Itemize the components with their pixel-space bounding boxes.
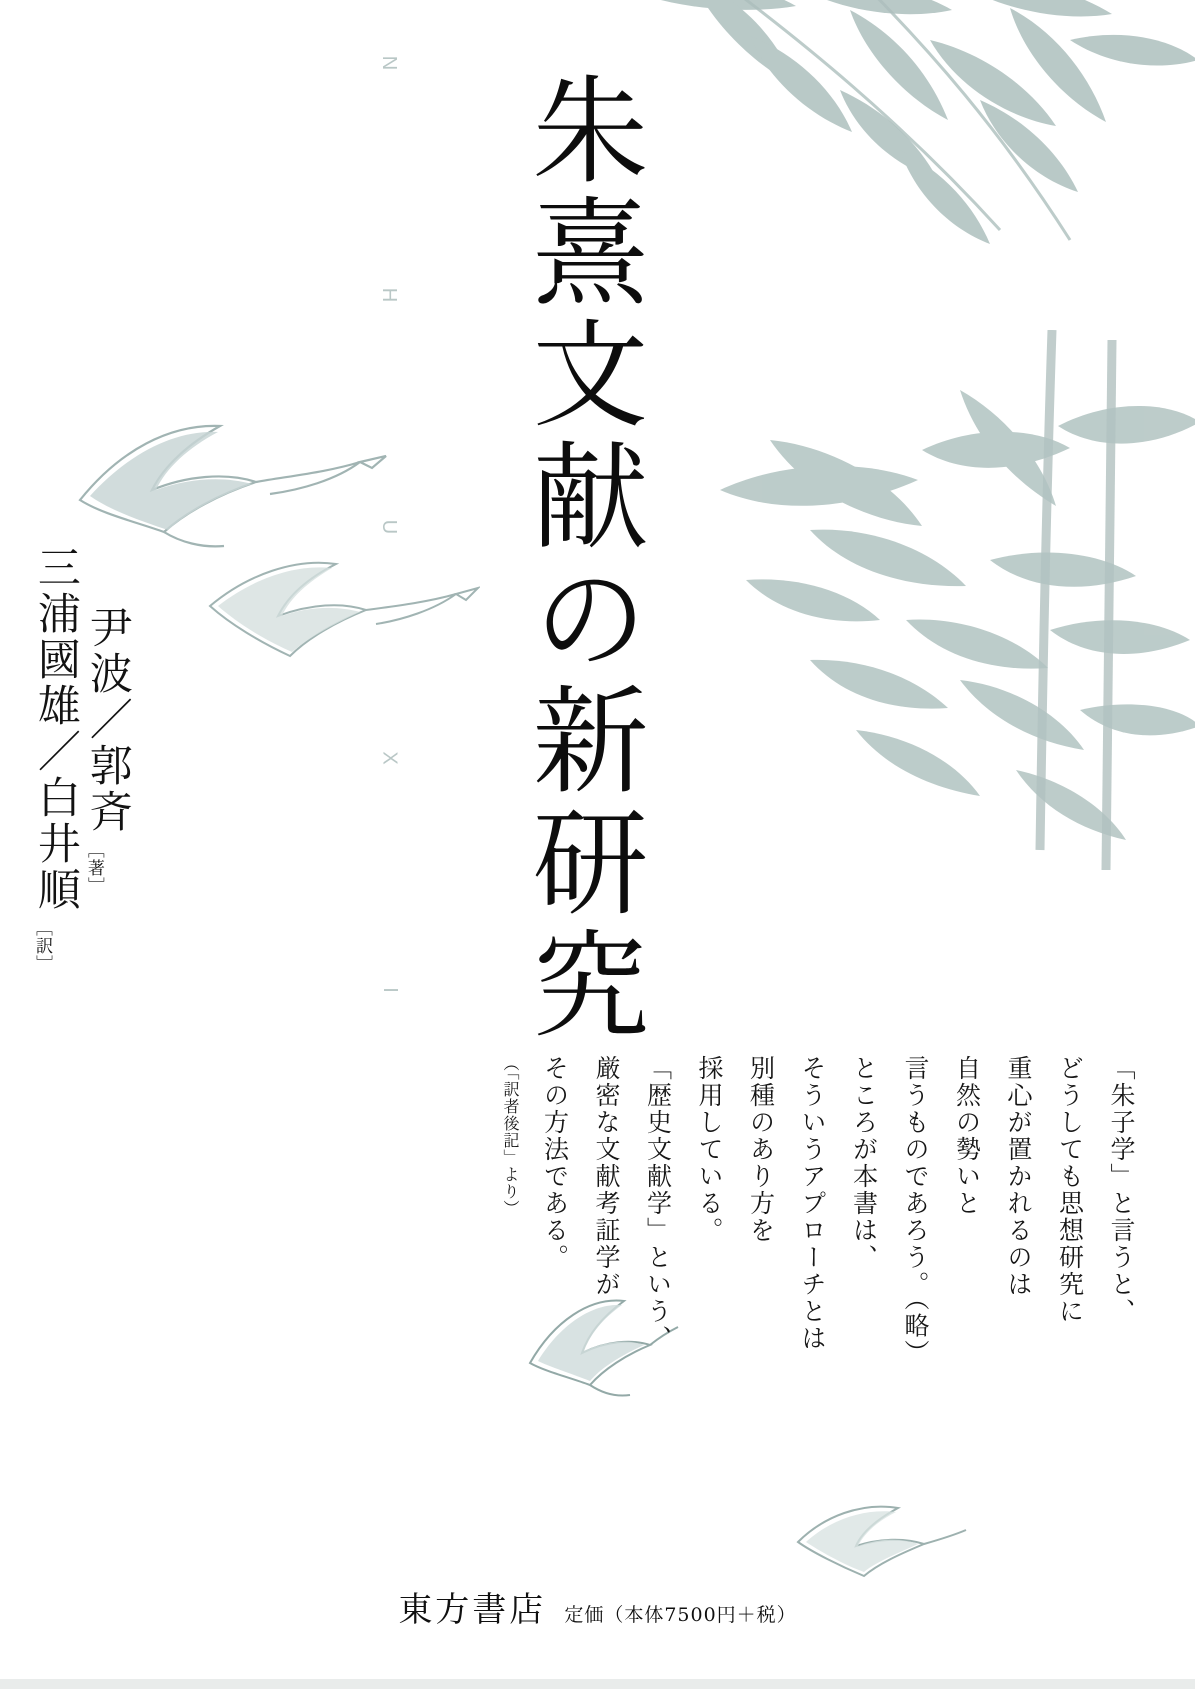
romaji-letter-1: N (378, 55, 401, 72)
blurb-line: 別種のあり方を (746, 1055, 776, 1244)
blurb-line: 採用している。 (695, 1055, 724, 1244)
blurb-line: 重心が置かれるのは (1004, 1055, 1033, 1298)
blurb-line: 「歴史文献学」という、 (643, 1055, 673, 1352)
blurb-line: 言うものであろう。（略） (901, 1055, 930, 1367)
blurb-line: 厳密な文献考証学が (592, 1055, 621, 1298)
author-role-1: ［著］ (83, 841, 104, 895)
book-title: 朱熹文献の新研究 (513, 70, 648, 1046)
blurb-line: そういうアプローチとは (798, 1055, 827, 1352)
blurb-line: その方法である。 (540, 1055, 570, 1271)
author-entry-2 (30, 545, 80, 973)
blurb-line: 自然の勢いと (952, 1055, 982, 1217)
blurb-line: 「朱子学」と言うと、 (1107, 1055, 1136, 1325)
author-block (30, 545, 132, 1015)
author-name-1: 尹波／郭斉 (82, 605, 133, 835)
blurb-line: ところが本書は、 (849, 1055, 879, 1271)
bamboo-stalk-right-icon (660, 330, 1195, 890)
author-name-2: 三浦國雄／白井順 (30, 545, 81, 913)
publisher-name: 東方書店 (398, 1590, 547, 1630)
romaji-letter-3: U (378, 519, 401, 535)
romaji-letter-5: I (378, 987, 401, 994)
cover-footer (0, 1582, 1195, 1631)
blurb-source-note: （「訳者後記」より） (501, 1055, 520, 1217)
bamboo-leaves-top-icon (600, 0, 1195, 400)
bottom-edge-band (0, 1679, 1195, 1689)
cover-blurb (40, 1055, 1150, 1525)
price-label: 定価（本体7500円＋税） (564, 1604, 797, 1626)
romaji-spine-text (372, 52, 406, 1002)
romaji-letter-4: X (378, 751, 401, 766)
romaji-letter-2: H (378, 287, 401, 303)
author-role-2: ［訳］ (32, 919, 52, 973)
author-entry-1 (82, 605, 132, 895)
blurb-line: どうしても思想研究に (1055, 1055, 1085, 1325)
